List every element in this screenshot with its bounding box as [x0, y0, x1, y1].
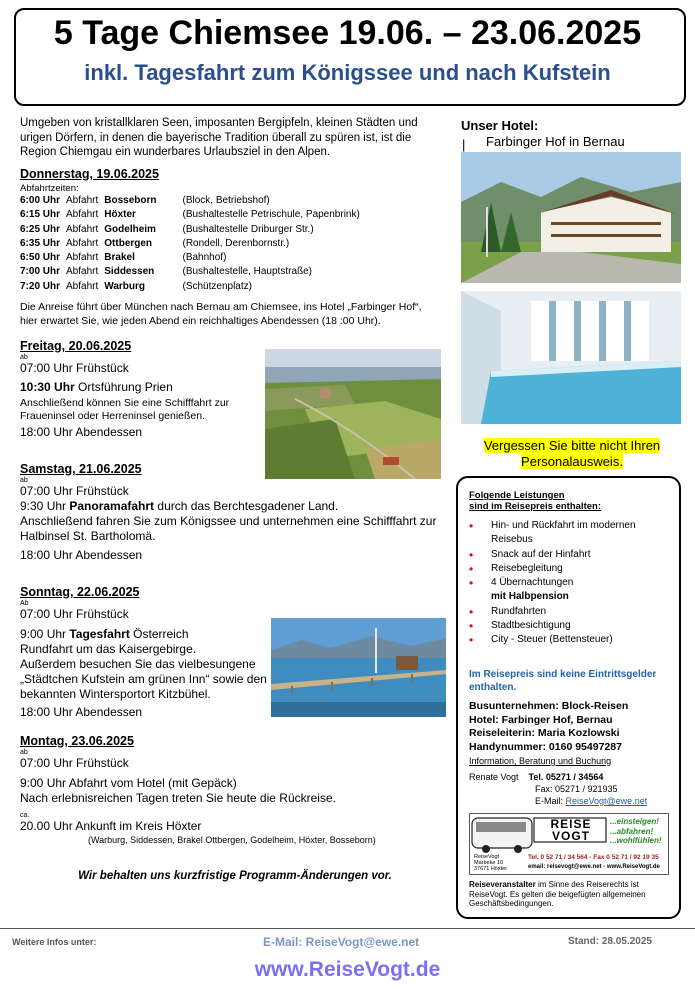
table-row — [20, 208, 366, 222]
dep-time: 6:35 Uhr — [20, 237, 61, 249]
logo-slogan-3: ...wohlfühlen! — [610, 836, 662, 845]
day1-section — [20, 167, 366, 294]
footer-info-label: Weitere Infos unter: — [12, 937, 97, 947]
page-title: 5 Tage Chiemsee 19.06. – 23.06.2025 — [53, 14, 642, 52]
day4-round: Rundfahrt um das Kaisergebirge. — [20, 642, 197, 656]
table-row — [20, 237, 366, 251]
hotel-exterior-photo — [461, 152, 681, 283]
dep-place: Brakel — [104, 252, 135, 264]
dep-place: Siddessen — [104, 266, 155, 278]
info-booking-label: Information, Beratung und Buchung — [469, 756, 612, 766]
day2-tour-label: Ortsführung Prien — [74, 380, 173, 394]
list-item — [469, 519, 659, 548]
day4-dinner: 18:00 Uhr Abendessen — [20, 705, 143, 719]
chiemsee-aerial-photo — [265, 349, 441, 479]
services-heading-line2: sind im Reisepreis enthalten: — [469, 501, 601, 512]
logo-phone: Tel. 0 52 71 / 34 564 - Fax 0 52 71 / 92 19 35 — [528, 854, 659, 861]
reminder-line1: Vergessen Sie bitte nicht Ihren — [483, 438, 661, 453]
closing-note: Wir behalten uns kurzfristige Programm-Änderungen vor. — [78, 870, 392, 882]
day1-heading: Donnerstag, 19.06.2025 — [20, 167, 159, 181]
day5-ab: ab — [20, 749, 28, 756]
day3-koenigssee: Anschließend fahren Sie zum Königssee und unternehmen eine Schifffahrt zur Halbinsel St. Bartholomä. — [20, 514, 437, 543]
contact-name: Renate Vogt — [469, 772, 519, 782]
day5-breakfast: 07:00 Uhr Frühstück — [20, 756, 129, 770]
services-heading-line1: Folgende Leistungen — [469, 490, 565, 501]
footer-website-link[interactable]: www.ReiseVogt.de — [254, 958, 441, 981]
day3-section — [20, 462, 440, 563]
contacts-block — [469, 700, 679, 754]
reisevogt-logo — [469, 813, 669, 875]
id-reminder — [474, 438, 670, 470]
table-row — [20, 265, 366, 279]
dep-stop: (Block, Betriebshof) — [182, 195, 270, 206]
service-label: City - Steuer (Bettensteuer) — [491, 634, 613, 646]
dep-time: 6:50 Uhr — [20, 252, 61, 264]
dep-stop: (Rondell, Derenbornstr.) — [182, 237, 290, 249]
bullet-icon: • — [469, 547, 474, 562]
day3-panorama-time: 9:30 Uhr — [20, 499, 70, 513]
dep-time: 6:15 Uhr — [20, 209, 61, 221]
hotel-marker: | — [462, 137, 466, 152]
bullet-icon: • — [469, 633, 474, 648]
page-subtitle: inkl. Tagesfahrt zum Königssee und nach Kufstein — [84, 60, 611, 85]
mobile-number: Handynummer: 0160 95497287 — [469, 740, 622, 753]
day5-return: Nach erlebnisreichen Tagen treten Sie heute die Rückreise. — [20, 791, 336, 805]
day3-panorama — [20, 499, 440, 514]
day3-heading: Samstag, 21.06.2025 — [20, 462, 142, 476]
day2-heading: Freitag, 20.06.2025 — [20, 339, 132, 353]
list-item — [469, 633, 679, 647]
services-heading — [469, 490, 601, 512]
day2-ab: ab — [20, 354, 28, 361]
services-list — [469, 519, 679, 648]
dep-place: Bosseborn — [104, 195, 157, 206]
day5-section — [20, 734, 450, 845]
contact-email-link[interactable]: ReiseVogt@ewe.net — [565, 796, 648, 806]
phone-block — [469, 771, 647, 807]
lake-pier-photo — [271, 618, 446, 717]
dep-word: Abfahrt — [66, 280, 99, 292]
day4-breakfast: 07:00 Uhr Frühstück — [20, 607, 129, 621]
hotel-name: Farbinger Hof in Bernau — [486, 134, 625, 149]
dep-time: 7:20 Uhr — [20, 280, 61, 292]
day4-trip-text: Österreich — [129, 627, 189, 641]
day2-section — [20, 339, 260, 440]
list-item — [469, 562, 679, 576]
day3-dinner: 18:00 Uhr Abendessen — [20, 548, 143, 562]
service-label: Hin- und Rückfahrt im modernen Reisebus — [491, 520, 636, 546]
bullet-icon: • — [469, 604, 474, 619]
bus-company: Busunternehmen: Block-Reisen — [469, 700, 629, 712]
footer-date: Stand: 28.05.2025 — [568, 936, 652, 947]
bullet-icon: • — [469, 561, 474, 576]
dep-time: 6:25 Uhr — [20, 223, 61, 235]
departures-label: Abfahrtzeiten: — [20, 183, 79, 194]
half-board-label: mit Halbpension — [491, 591, 569, 603]
tour-guide: Reiseleiterin: Maria Kozlowski — [469, 727, 620, 739]
table-row — [20, 223, 366, 237]
logo-slogan-2: ...abfahren! — [610, 826, 654, 836]
dep-place: Höxter — [104, 209, 136, 221]
footer-divider — [0, 928, 695, 929]
table-row — [20, 251, 366, 265]
hotel-heading: Unser Hotel: — [461, 118, 539, 133]
dep-word: Abfahrt — [66, 223, 99, 235]
service-label: Rundfahrten — [491, 605, 547, 617]
contact-fax: Fax: 05271 / 921935 — [535, 784, 618, 794]
day2-tour-time: 10:30 Uhr — [20, 380, 75, 394]
day4-trip-time: 9:00 Uhr — [20, 627, 70, 641]
day4-trip — [20, 627, 270, 642]
arrival-text: Die Anreise führt über München nach Bernau am Chiemsee, ins Hotel „Farbinger Hof“, hier erwartet Sie, wie jeden Abend ein reichhaltiges Abendessen (18 :00 Uhr). — [20, 301, 422, 327]
day2-dinner: 18:00 Uhr Abendessen — [20, 425, 143, 439]
table-row — [20, 194, 366, 208]
dep-time: 7:00 Uhr — [20, 266, 61, 278]
contact-email-label: E-Mail: — [535, 796, 566, 806]
dep-word: Abfahrt — [66, 266, 99, 278]
dep-stop: (Bushaltestelle Petrischule, Papenbrink) — [182, 209, 360, 221]
reminder-line2: Personalausweis. — [521, 454, 623, 469]
day4-ab: Ab — [20, 600, 29, 607]
bullet-icon: • — [469, 519, 474, 533]
day5-heading: Montag, 23.06.2025 — [20, 734, 134, 748]
intro-text: Umgeben von kristallklaren Seen, imposanten Bergipfeln, kleinen Städten und urigen Dörfern, in denen die bayerische Tradition überall zu spüren ist, ist die Region Chiemgau ein wunderbares Urlaubsziel in den Alpen. — [20, 117, 418, 158]
organiser-text: im Sinne des Reiserechts ist ReiseVogt. Es gelten die beigefügten allgemeinen Geschäftsbedingungen. — [469, 880, 646, 908]
day4-kufstein: Außerdem besuchen Sie das vielbesungene „Städtchen Kufstein am grünen Inn“ sowie den bekannten Wintersportort Kitzbühel. — [20, 657, 267, 701]
day3-panorama-text: durch das Berchtesgadener Land. — [154, 499, 339, 513]
bullet-icon: • — [469, 576, 474, 591]
organiser-note — [469, 880, 674, 909]
dep-word: Abfahrt — [66, 209, 99, 221]
day2-breakfast: 07:00 Uhr Frühstück — [20, 361, 129, 375]
day4-trip-title: Tagesfahrt — [69, 627, 130, 641]
day4-heading: Sonntag, 22.06.2025 — [20, 585, 140, 599]
list-item — [469, 548, 679, 562]
list-item — [469, 619, 679, 633]
day3-breakfast: 07:00 Uhr Frühstück — [20, 484, 129, 498]
dep-place: Ottbergen — [104, 237, 153, 249]
dep-stop: (Schützenplatz) — [182, 280, 252, 292]
logo-address-2: Marbeke 10 — [474, 860, 504, 866]
logo-web: email: reisevogt@ewe.net - www.ReiseVogt.de — [528, 864, 660, 870]
dep-place: Warburg — [104, 280, 146, 292]
service-label: Stadtbesichtigung — [491, 620, 571, 632]
day5-departure: 9:00 Uhr Abfahrt vom Hotel (mit Gepäck) — [20, 776, 237, 790]
day2-boat: Anschließend können Sie eine Schifffahrt zur Fraueninsel oder Herreninsel genießen. — [20, 397, 230, 422]
day2-tour — [20, 380, 260, 395]
contact-phone: Tel. 05271 / 34564 — [528, 772, 604, 782]
hotel-contact: Hotel: Farbinger Hof, Bernau — [469, 713, 613, 726]
bullet-icon: • — [469, 619, 474, 634]
table-row — [20, 280, 366, 294]
dep-stop: (Bushaltestelle Driburger Str.) — [182, 223, 314, 235]
logo-address-3: 37671 Höxter — [474, 866, 508, 872]
footer-email-link[interactable]: E-Mail: ReiseVogt@ewe.net — [263, 935, 420, 949]
day3-ab: ab — [20, 477, 28, 484]
list-item — [469, 576, 679, 605]
service-label: 4 Übernachtungen — [491, 577, 574, 589]
day5-ca: ca. — [20, 812, 30, 819]
dep-place: Godelheim — [104, 223, 156, 235]
hotel-pool-photo — [461, 291, 681, 424]
organiser-label: Reiseveranstalter — [469, 880, 536, 889]
logo-slogans — [610, 817, 662, 846]
service-label: Snack auf der Hinfahrt — [491, 548, 591, 560]
departures-table — [20, 194, 366, 294]
logo-slogan-1: ...einsteigen! — [610, 817, 659, 826]
logo-address-1: ReiseVogt — [474, 854, 500, 860]
dep-stop: (Bahnhof) — [182, 252, 227, 264]
day3-panorama-title: Panoramafahrt — [69, 499, 155, 513]
dep-time: 6:00 Uhr — [20, 195, 61, 206]
day4-section — [20, 585, 270, 720]
logo-address — [474, 854, 507, 872]
logo-brand: REISE VOGT — [550, 817, 592, 843]
entrance-fee-note: Im Reisepreis sind keine Eintrittsgelder enthalten. — [469, 669, 657, 693]
day5-towns: (Warburg, Siddessen, Brakel Ottbergen, Godelheim, Höxter, Bosseborn) — [88, 835, 376, 845]
dep-word: Abfahrt — [66, 195, 99, 206]
dep-word: Abfahrt — [66, 237, 99, 249]
list-item — [469, 605, 679, 619]
dep-stop: (Bushaltestelle, Hauptstraße) — [182, 266, 313, 278]
dep-word: Abfahrt — [66, 252, 99, 264]
service-label: Reisebegleitung — [491, 562, 563, 574]
day5-arrival: 20.00 Uhr Ankunft im Kreis Höxter — [20, 819, 202, 833]
